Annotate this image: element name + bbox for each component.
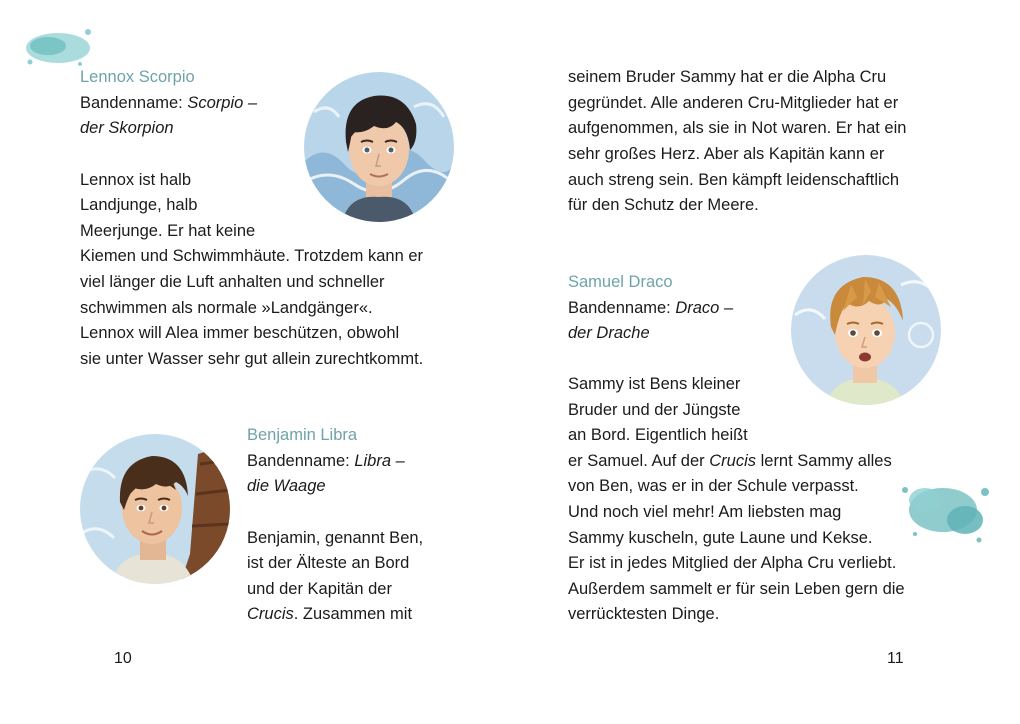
samuel-gang-name: Draco – [675, 299, 734, 317]
ben-continued-line: gegründet. Alle anderen Cru-Mitglieder hat er [568, 94, 899, 112]
benjamin-gang-line [247, 449, 405, 475]
samuel-text-line: Sammy kuscheln, gute Laune und Kekse. [568, 529, 873, 547]
lennox-name: Lennox Scorpio [80, 68, 195, 86]
samuel-text-line: Sammy ist Bens kleiner [568, 375, 741, 393]
benjamin-gang-name: Libra – [354, 452, 405, 470]
samuel-gang-label: Bandenname: [568, 299, 676, 317]
ben-continued-line: für den Schutz der Meere. [568, 196, 759, 214]
samuel-text-line: Und noch viel mehr! Am liebsten mag [568, 503, 842, 521]
lennox-gang-line [80, 91, 257, 117]
lennox-text-line: schwimmen als normale »Landgänger«. [80, 299, 373, 317]
lennox-portrait [304, 72, 454, 222]
benjamin-text-line: ist der Älteste an Bord [247, 554, 410, 572]
benjamin-text-line: Benjamin, genannt Ben, [247, 529, 424, 547]
samuel-text-line: von Ben, was er in der Schule verpasst. [568, 477, 859, 495]
samuel-gang-line [568, 296, 733, 322]
samuel-text-line: an Bord. Eigentlich heißt [568, 426, 748, 444]
lennox-gang-meaning: der Skorpion [80, 119, 174, 137]
lennox-text-line: Landjunge, halb [80, 196, 198, 214]
samuel-text-line: verrücktesten Dinge. [568, 605, 720, 623]
ink-splash-right [895, 470, 995, 550]
lennox-text-line: Meerjunge. Er hat keine [80, 222, 256, 240]
benjamin-text-line [247, 602, 412, 628]
samuel-portrait [791, 255, 941, 405]
lennox-gang-name: Scorpio – [187, 94, 258, 112]
ben-continued-line: auch streng sein. Ben kämpft leidenschaftlich [568, 171, 900, 189]
samuel-name: Samuel Draco [568, 273, 673, 291]
samuel-line4-pre: er Samuel. Auf der [568, 452, 710, 470]
samuel-text-line: Außerdem sammelt er für sein Leben gern die [568, 580, 905, 598]
benjamin-gang-meaning: die Waage [247, 477, 326, 495]
page-number-right: 11 [887, 650, 904, 667]
benjamin-text-after-ship: . Zusammen mit [293, 605, 413, 623]
samuel-text-line [568, 449, 892, 475]
samuel-ship-name: Crucis [709, 452, 757, 470]
lennox-text-line: Kiemen und Schwimmhäute. Trotzdem kann er [80, 247, 423, 265]
ben-continued-line: aufgenommen, als sie in Not waren. Er hat ein [568, 119, 907, 137]
lennox-text-line: Lennox ist halb [80, 171, 191, 189]
lennox-text-line: viel länger die Luft anhalten und schneller [80, 273, 385, 291]
benjamin-text-line: und der Kapitän der [247, 580, 392, 598]
samuel-gang-meaning: der Drache [568, 324, 650, 342]
samuel-text-line: Bruder und der Jüngste [568, 401, 741, 419]
page-number-left: 10 [114, 650, 132, 667]
benjamin-portrait [80, 434, 230, 584]
ben-continued-line: sehr großes Herz. Aber als Kapitän kann er [568, 145, 885, 163]
benjamin-name: Benjamin Libra [247, 426, 358, 444]
benjamin-gang-label: Bandenname: [247, 452, 355, 470]
lennox-gang-label: Bandenname: [80, 94, 188, 112]
samuel-text-line: Er ist in jedes Mitglied der Alpha Cru verliebt. [568, 554, 897, 572]
benjamin-ship-name: Crucis [247, 605, 294, 623]
samuel-line4-post: lernt Sammy alles [756, 452, 892, 470]
lennox-text-line: sie unter Wasser sehr gut allein zurechtkommt. [80, 350, 424, 368]
ben-continued-line: seinem Bruder Sammy hat er die Alpha Cru [568, 68, 887, 86]
lennox-text-line: Lennox will Alea immer beschützen, obwohl [80, 324, 400, 342]
